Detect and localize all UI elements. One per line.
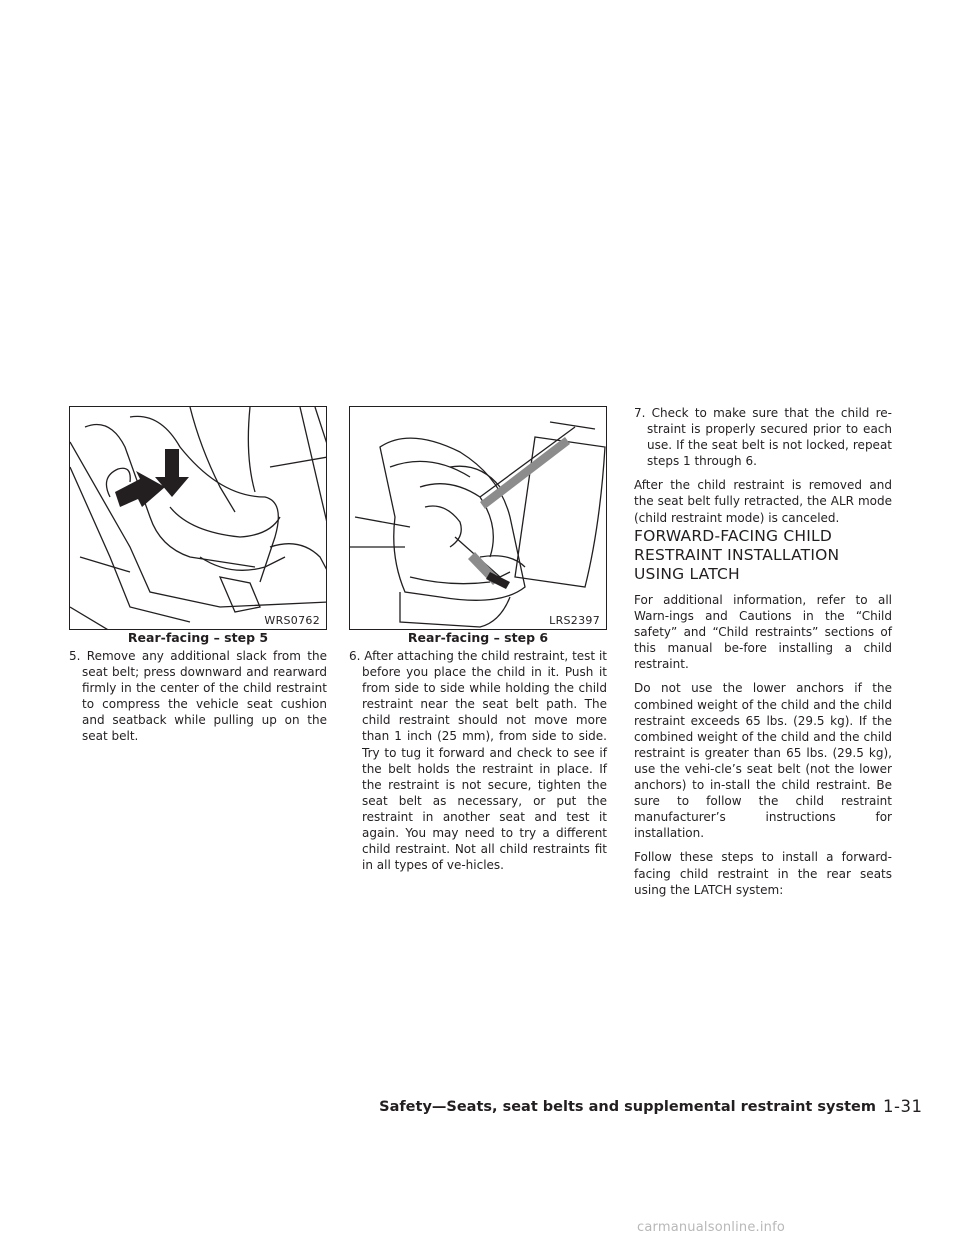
step-7-text: 7. Check to make sure that the child re-straint is properly secured prior to each use. If the seat belt is not locked, repeat steps 1 through 6.: [634, 406, 892, 469]
paragraph-steps-intro: Follow these steps to install a forward-facing child restraint in the rear seats using the LATCH system:: [634, 850, 892, 897]
paragraph-weight-limit: Do not use the lower anchors if the combined weight of the child and the child restraint exceeds 65 lbs. (29.5 kg). If the combined weight of the child and the child restraint is greater than 65 lbs. (29.5 kg), use the vehi-cle’s seat belt (not the lower anchors) to in-stall the child restraint. Be sure to follow the child restraint manufacturer’s instructions for installation.: [634, 681, 892, 841]
figure-code: LRS2397: [549, 614, 600, 627]
column-2: [349, 648, 607, 873]
step-6-text: 6. After attaching the child restraint, test it before you place the child in it. Push it from side to side while holding the child restraint near the seat belt path. The child restraint should not move more than 1 inch (25 mm), from side to side. Try to tug it forward and check to see if the belt holds the restraint in place. If the restraint is not secure, tighten the seat belt as necessary, or put the restraint in another seat and test it again. You may need to try a different child restraint. Not all child restraints fit in all types of ve-hicles.: [349, 649, 607, 873]
alr-paragraph: After the child restraint is removed and the seat belt fully retracted, the ALR mode (child restraint mode) is canceled.: [634, 478, 892, 525]
column-3-bottom: [634, 592, 892, 906]
figure-code: WRS0762: [264, 614, 320, 627]
figure-rear-facing-step5: [69, 406, 327, 630]
watermark: carmanualsonline.info: [637, 1220, 786, 1235]
column-3-top: [634, 405, 892, 534]
figure-rear-facing-step6: [349, 406, 607, 630]
page-number: 1-31: [883, 1097, 923, 1116]
illustration-step6: [350, 407, 607, 630]
illustration-step5: [70, 407, 327, 630]
footer-section-title: Safety—Seats, seat belts and supplemental restraint system: [379, 1099, 876, 1115]
column-1: [69, 648, 327, 745]
figure-caption: Rear-facing – step 6: [407, 630, 549, 645]
step-5-text: 5. Remove any additional slack from the seat belt; press downward and rearward firmly in the center of the child restraint to compress the vehicle seat cushion and seatback while pulling up on the seat belt.: [69, 649, 327, 744]
section-heading: FORWARD-FACING CHILD RESTRAINT INSTALLATION USING LATCH: [634, 527, 840, 583]
paragraph-warnings: For additional information, refer to all Warn-ings and Cautions in the “Child safety” and “Child restraints” sections of this manual be-fore installing a child restraint.: [634, 593, 892, 672]
figure-caption: Rear-facing – step 5: [127, 630, 269, 645]
